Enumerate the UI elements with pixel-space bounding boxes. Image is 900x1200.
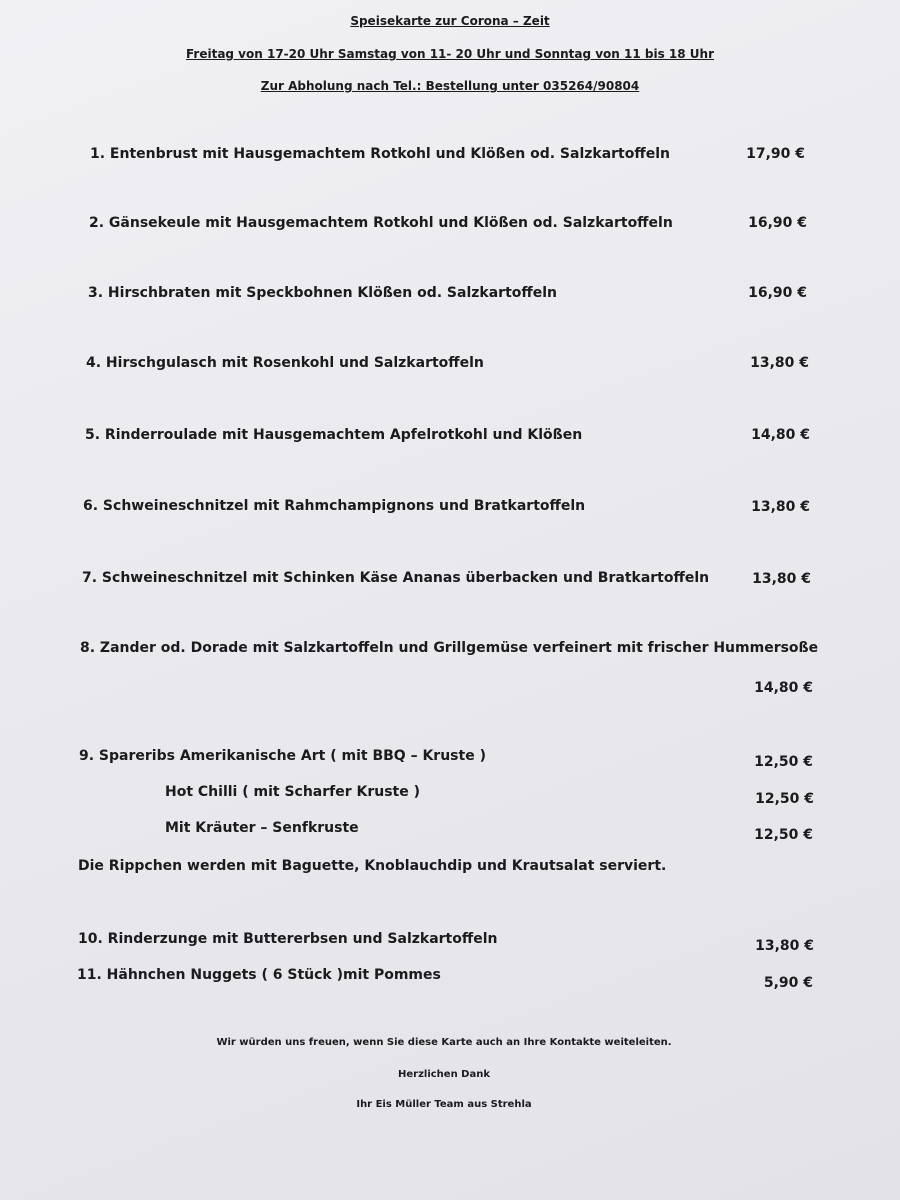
menu-item-10: 10. Rinderzunge mit Buttererbsen und Salzkartoffeln [78,931,498,947]
menu-item-3: 3. Hirschbraten mit Speckbohnen Klößen od. Salzkartoffeln [88,285,557,301]
menu-item-4-price: 13,80 € [750,355,809,371]
menu-item-5: 5. Rinderroulade mit Hausgemachtem Apfelrotkohl und Klößen [85,427,583,443]
menu-item-3-price: 16,90 € [748,285,807,301]
menu-item-4: 4. Hirschgulasch mit Rosenkohl und Salzkartoffeln [86,355,484,371]
opening-hours: Freitag von 17-20 Uhr Samstag von 11- 20 Uhr und Sonntag von 11 bis 18 Uhr [185,47,715,61]
menu-item-2-price: 16,90 € [748,215,807,231]
menu-item-7: 7. Schweineschnitzel mit Schinken Käse Ananas überbacken und Bratkartoffeln [82,570,710,586]
menu-item-9: 9. Spareribs Amerikanische Art ( mit BBQ – Kruste ) [79,748,486,764]
menu-item-1: 1. Entenbrust mit Hausgemachtem Rotkohl und Klößen od. Salzkartoffeln [90,146,670,162]
footer-forward-note: Wir würden uns freuen, wenn Sie diese Karte auch an Ihre Kontakte weiteleiten. [216,1037,672,1048]
menu-item-9-hot-chilli-price: 12,50 € [755,791,814,807]
menu-item-8-price: 14,80 € [754,680,813,696]
footer-signature: Ihr Eis Müller Team aus Strehla [356,1099,532,1110]
menu-item-6: 6. Schweineschnitzel mit Rahmchampignons und Bratkartoffeln [83,498,586,514]
pickup-phone: Zur Abholung nach Tel.: Bestellung unter 035264/90804 [260,79,640,93]
menu-item-11: 11. Hähnchen Nuggets ( 6 Stück )mit Pommes [77,967,441,983]
spareribs-note: Die Rippchen werden mit Baguette, Knoblauchdip und Krautsalat serviert. [78,858,667,874]
menu-item-11-price: 5,90 € [763,975,813,991]
menu-item-8: 8. Zander od. Dorade mit Salzkartoffeln und Grillgemüse verfeinert mit frischer Hummersoße [80,640,819,656]
menu-item-9-kraeuter-price: 12,50 € [754,827,813,843]
menu-item-5-price: 14,80 € [751,427,810,443]
footer-thanks: Herzlichen Dank [397,1069,490,1080]
menu-item-7-price: 13,80 € [752,571,811,587]
menu-item-1-price: 17,90 € [746,146,805,162]
menu-item-10-price: 13,80 € [755,938,814,954]
menu-item-9-price: 12,50 € [754,754,813,770]
menu-title: Speisekarte zur Corona – Zeit [350,14,550,28]
menu-item-9-kraeuter: Mit Kräuter – Senfkruste [165,820,359,836]
menu-item-2: 2. Gänsekeule mit Hausgemachtem Rotkohl und Klößen od. Salzkartoffeln [89,215,673,231]
menu-item-6-price: 13,80 € [751,499,810,515]
menu-item-9-hot-chilli: Hot Chilli ( mit Scharfer Kruste ) [165,784,421,800]
